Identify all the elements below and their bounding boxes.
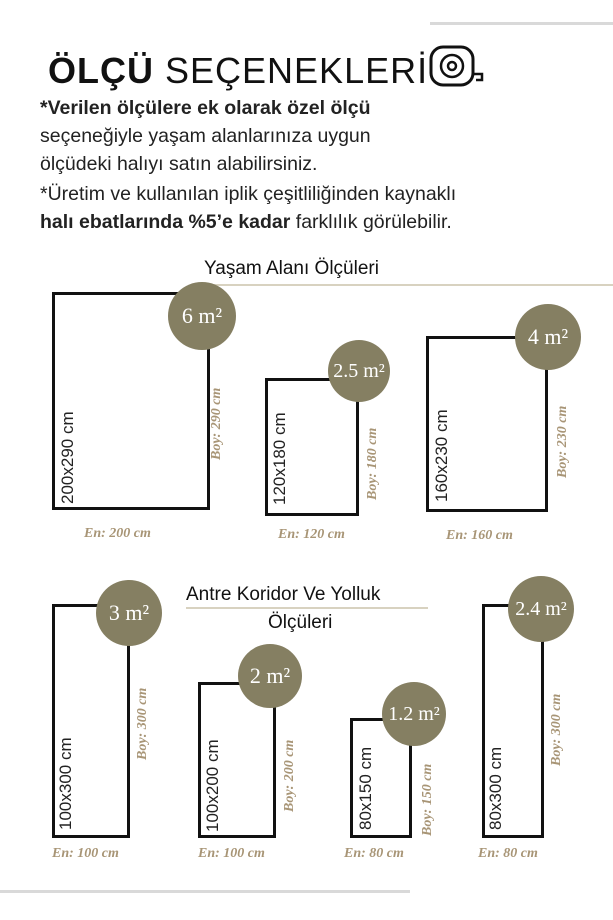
rug-size-label: 100x200 cm [203,739,222,832]
page-title [48,50,428,92]
tape-measure-icon [428,44,484,88]
note2-rest: farklılık görülebilir. [290,211,452,233]
width-label: En: 160 cm [446,528,513,543]
width-label: En: 120 cm [278,527,345,542]
area-badge: 2.5 m² [328,340,390,402]
title-rest: SEÇENEKLERİ [165,50,429,91]
area-badge: 3 m² [96,580,162,646]
length-label: Boy: 300 cm [135,687,150,760]
rug-size-label: 80x150 cm [356,746,375,830]
note1-line3: ölçüdeki halıyı satın alabilirsiniz. [40,153,318,175]
width-label: En: 80 cm [478,846,538,861]
tolerance-note [40,180,456,236]
rug-size-label: 160x230 cm [432,409,451,502]
living-section-title: Yaşam Alanı Ölçüleri [204,258,379,279]
width-label: En: 100 cm [198,846,265,861]
note1-line2: seçeneğiyle yaşam alanlarınıza uygun [40,125,371,147]
note2-bold: halı ebatlarında %5’e kadar [40,211,291,233]
length-label: Boy: 230 cm [555,405,570,478]
area-badge: 2.4 m² [508,576,574,642]
rug-size-label: 100x300 cm [56,737,75,830]
note2-line1: *Üretim ve kullanılan iplik çeşitliliğinden kaynaklı [40,183,457,205]
note1-bold: *Verilen ölçülere ek olarak özel ölçü [40,97,371,119]
length-label: Boy: 200 cm [282,739,297,812]
rug-size-label: 80x300 cm [486,746,505,830]
custom-size-note [40,94,371,178]
runner-section-title: Antre Koridor Ve Yolluk [186,584,381,605]
title-bold: ÖLÇÜ [48,50,154,91]
area-badge: 2 m² [238,644,302,708]
width-label: En: 80 cm [344,846,404,861]
area-badge: 1.2 m² [382,682,446,746]
width-label: En: 200 cm [84,526,151,541]
area-badge: 6 m² [168,282,236,350]
width-label: En: 100 cm [52,846,119,861]
rug-size-label: 120x180 cm [270,412,289,505]
runner-section-subtitle: Ölçüleri [268,612,333,633]
area-badge: 4 m² [515,304,581,370]
rug-size-label: 200x290 cm [58,411,77,504]
length-label: Boy: 180 cm [365,427,380,500]
length-label: Boy: 300 cm [549,693,564,766]
living-section-rule [204,284,613,286]
bottom-divider [0,890,410,893]
top-divider [430,22,613,25]
runner-section-rule [186,607,428,609]
length-label: Boy: 150 cm [420,763,435,836]
note2-line2 [40,208,456,236]
length-label: Boy: 290 cm [209,387,224,460]
